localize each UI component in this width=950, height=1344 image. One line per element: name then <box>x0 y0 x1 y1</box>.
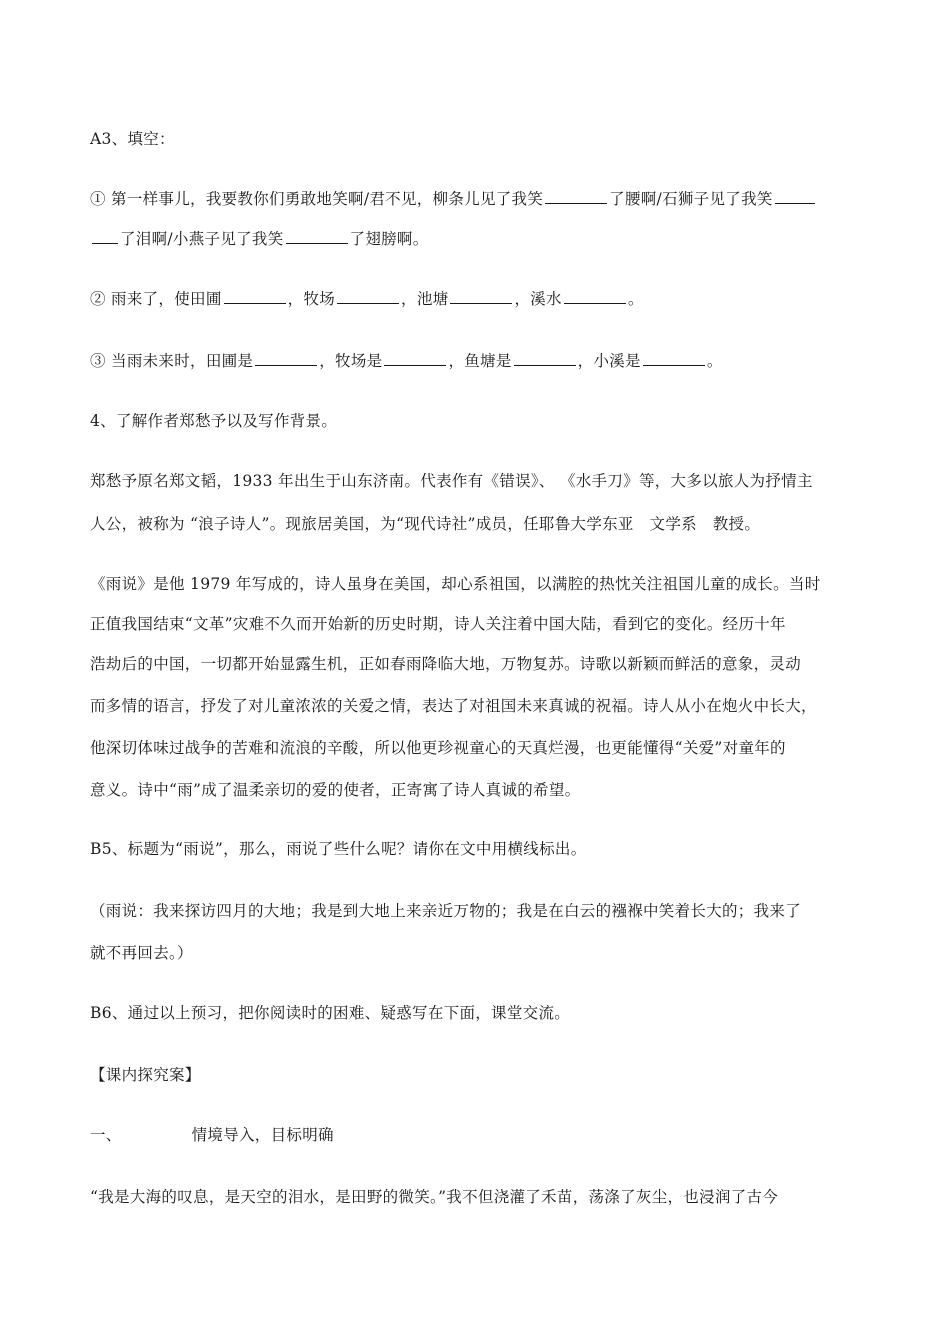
a3-q3-text-3: ，鱼塘是 <box>448 352 512 370</box>
fill-blank[interactable] <box>643 351 705 366</box>
b5-answer-line: 就不再回去。） <box>90 944 193 962</box>
b5-answer-line: （雨说：我来探访四月的大地；我是到大地上来亲近万物的；我是在白云的襁褓中笑着长大的；我来了 <box>90 902 802 920</box>
b5-question: B5、标题为“雨说”，那么，雨说了些什么呢？请你在文中用横线标出。 <box>90 840 587 858</box>
a3-q1-text-3: 了泪啊/小燕子见了我笑 <box>120 230 284 248</box>
a3-q1-line2 <box>90 228 870 250</box>
section1-number: 一、 <box>90 1126 122 1144</box>
fill-blank[interactable] <box>450 289 512 304</box>
fill-blank[interactable] <box>545 189 607 204</box>
fill-blank[interactable] <box>564 289 626 304</box>
a3-q1-text-1: ① 第一样事儿，我要教你们勇敢地笑啊/君不见，柳条儿见了我笑 <box>90 190 544 208</box>
a3-q1-text-2: 了腰啊/石狮子见了我笑 <box>609 190 773 208</box>
section1-title: 情境导入，目标明确 <box>191 1126 334 1144</box>
section1-heading <box>90 1124 870 1146</box>
background-line: 《雨说》是他 1979 年写成的，诗人虽身在美国，却心系祖国，以满腔的热忱关注祖国儿童的成长。当时 <box>90 575 821 593</box>
a3-q3-text-5: 。 <box>706 352 723 370</box>
a3-q3-text-4: ，小溪是 <box>577 352 641 370</box>
background-line: 意义。诗中“雨”成了温柔亲切的爱的使者，正寄寓了诗人真诚的希望。 <box>90 781 581 799</box>
fill-blank[interactable] <box>514 351 576 366</box>
author-bio-line: 郑愁予原名郑文韬，1933 年出生于山东济南。代表作有《错误》、 《水手刀》等，大多以旅人为抒情主 <box>90 472 813 490</box>
a3-q2-text-1: ② 雨来了，使田圃 <box>90 290 222 308</box>
fill-blank[interactable] <box>384 351 446 366</box>
a3-q3 <box>90 350 870 372</box>
fill-blank[interactable] <box>224 289 286 304</box>
background-line: 他深切体味过战争的苦难和流浪的辛酸，所以他更珍视童心的天真烂漫，也更能懂得“关爱”对童年的 <box>90 739 786 757</box>
background-line: 浩劫后的中国，一切都开始显露生机，正如春雨降临大地，万物复苏。诗歌以新颖而鲜活的意象，灵动 <box>90 655 802 673</box>
a3-heading: A3、填空： <box>90 130 175 148</box>
b6-question: B6、通过以上预习，把你阅读时的困难、疑惑写在下面，课堂交流。 <box>90 1004 571 1022</box>
explore-heading: 【课内探究案】 <box>90 1066 201 1084</box>
a3-q2-text-3: ，池塘 <box>401 290 449 308</box>
a3-q1-text-4: 了翅膀啊。 <box>349 230 429 248</box>
intro-quote-line: “我是大海的叹息，是天空的泪水，是田野的微笑。”我不但浇灌了禾苗，荡涤了灰尘，也浸润了古今 <box>90 1188 779 1206</box>
section4-heading: 4、了解作者郑愁予以及写作背景。 <box>90 412 338 430</box>
fill-blank[interactable] <box>286 229 348 244</box>
a3-q3-text-2: ，牧场是 <box>319 352 383 370</box>
a3-q2-text-5: 。 <box>627 290 644 308</box>
background-line: 而多情的语言，抒发了对儿童浓浓的关爱之情，表达了对祖国未来真诚的祝福。诗人从小在炮火中长大， <box>90 697 817 715</box>
fill-blank[interactable] <box>92 229 118 244</box>
a3-q1-line1 <box>90 188 870 210</box>
fill-blank[interactable] <box>775 189 815 204</box>
a3-q2-text-2: ，牧场 <box>287 290 336 308</box>
fill-blank[interactable] <box>337 289 399 304</box>
a3-q2-text-4: ，溪水 <box>514 290 562 308</box>
author-bio-line: 人公，被称为 “浪子诗人”。现旅居美国，为“现代诗社”成员，任耶鲁大学东亚 文学系 教授。 <box>90 515 761 533</box>
fill-blank[interactable] <box>255 351 317 366</box>
background-line: 正值我国结束“文革”灾难不久而开始新的历史时期，诗人关注着中国大陆，看到它的变化。经历十年 <box>90 615 786 633</box>
a3-q3-text-1: ③ 当雨未来时，田圃是 <box>90 352 254 370</box>
a3-q2 <box>90 288 870 310</box>
